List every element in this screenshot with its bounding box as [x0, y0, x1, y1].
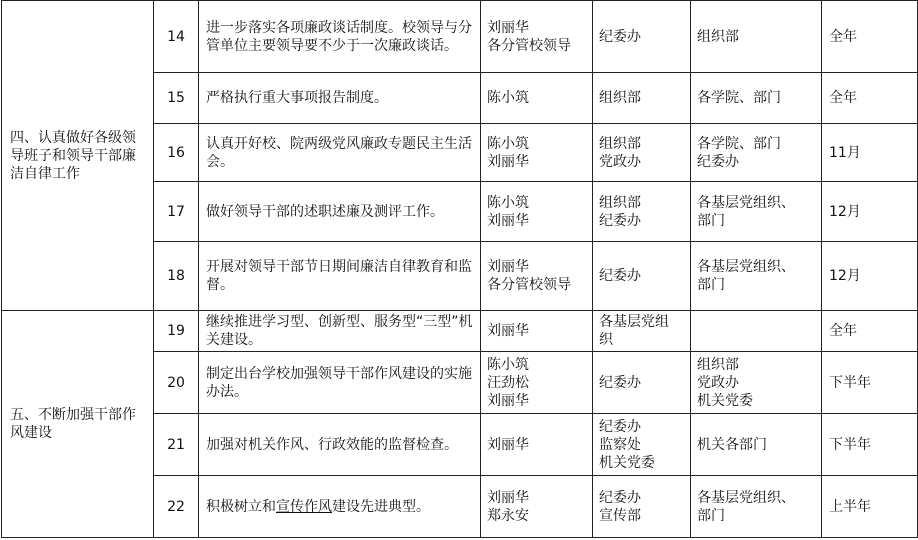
row-number: 18 [154, 242, 199, 311]
responsible-leader: 刘丽华 [481, 414, 593, 476]
time-frame: 11月 [822, 124, 918, 182]
time-frame: 全年 [822, 73, 918, 124]
row-number: 19 [154, 311, 199, 352]
partner-unit: 各基层党组织、 部门 [691, 242, 822, 311]
table-row [2, 1, 918, 73]
row-number: 14 [154, 1, 199, 73]
partner-unit: 组织部 党政办 机关党委 [691, 352, 822, 414]
task-content: 继续推进学习型、创新型、服务型“三型”机关建设。 [199, 311, 481, 352]
lead-unit: 纪委办 [593, 1, 691, 73]
task-content: 制定出台学校加强领导干部作风建设的实施办法。 [199, 352, 481, 414]
task-content: 积极树立和宣传作风建设先进典型。 [199, 476, 481, 538]
responsible-leader: 刘丽华 郑永安 [481, 476, 593, 538]
lead-unit: 组织部 纪委办 [593, 182, 691, 242]
lead-unit: 各基层党组 织 [593, 311, 691, 352]
row-number: 17 [154, 182, 199, 242]
time-frame: 全年 [822, 311, 918, 352]
lead-unit: 纪委办 监察处 机关党委 [593, 414, 691, 476]
section-title: 四、认真做好各级领导班子和领导干部廉洁自律工作 [2, 1, 154, 311]
responsible-leader: 陈小筑 刘丽华 [481, 124, 593, 182]
responsible-leader: 陈小筑 刘丽华 [481, 182, 593, 242]
task-content: 认真开好校、院两级党风廉政专题民主生活会。 [199, 124, 481, 182]
lead-unit: 纪委办 [593, 352, 691, 414]
partner-unit: 组织部 [691, 1, 822, 73]
row-number: 16 [154, 124, 199, 182]
time-frame: 下半年 [822, 414, 918, 476]
row-number: 20 [154, 352, 199, 414]
task-content: 做好领导干部的述职述廉及测评工作。 [199, 182, 481, 242]
time-frame: 12月 [822, 242, 918, 311]
row-number: 15 [154, 73, 199, 124]
row-number: 21 [154, 414, 199, 476]
time-frame: 全年 [822, 1, 918, 73]
task-content: 开展对领导干部节日期间廉洁自律教育和监督。 [199, 242, 481, 311]
underlined-text: 宣传作风 [276, 498, 332, 515]
partner-unit: 机关各部门 [691, 414, 822, 476]
partner-unit: 各学院、部门 [691, 73, 822, 124]
partner-unit: 各基层党组织、 部门 [691, 476, 822, 538]
task-content: 进一步落实各项廉政谈话制度。校领导与分管单位主要领导要不少于一次廉政谈话。 [199, 1, 481, 73]
section-title: 五、不断加强干部作风建设 [2, 311, 154, 538]
partner-unit: 各基层党组织、 部门 [691, 182, 822, 242]
responsible-leader: 刘丽华 [481, 311, 593, 352]
responsible-leader: 刘丽华 各分管校领导 [481, 1, 593, 73]
responsible-leader: 陈小筑 [481, 73, 593, 124]
task-table [1, 0, 918, 538]
task-content: 加强对机关作风、行政效能的监督检查。 [199, 414, 481, 476]
time-frame: 下半年 [822, 352, 918, 414]
responsible-leader: 刘丽华 各分管校领导 [481, 242, 593, 311]
responsible-leader: 陈小筑 汪劲松 刘丽华 [481, 352, 593, 414]
partner-unit [691, 311, 822, 352]
time-frame: 12月 [822, 182, 918, 242]
time-frame: 上半年 [822, 476, 918, 538]
lead-unit: 纪委办 宣传部 [593, 476, 691, 538]
row-number: 22 [154, 476, 199, 538]
task-content: 严格执行重大事项报告制度。 [199, 73, 481, 124]
partner-unit: 各学院、部门 纪委办 [691, 124, 822, 182]
table-row [2, 311, 918, 352]
lead-unit: 组织部 [593, 73, 691, 124]
lead-unit: 组织部 党政办 [593, 124, 691, 182]
lead-unit: 纪委办 [593, 242, 691, 311]
